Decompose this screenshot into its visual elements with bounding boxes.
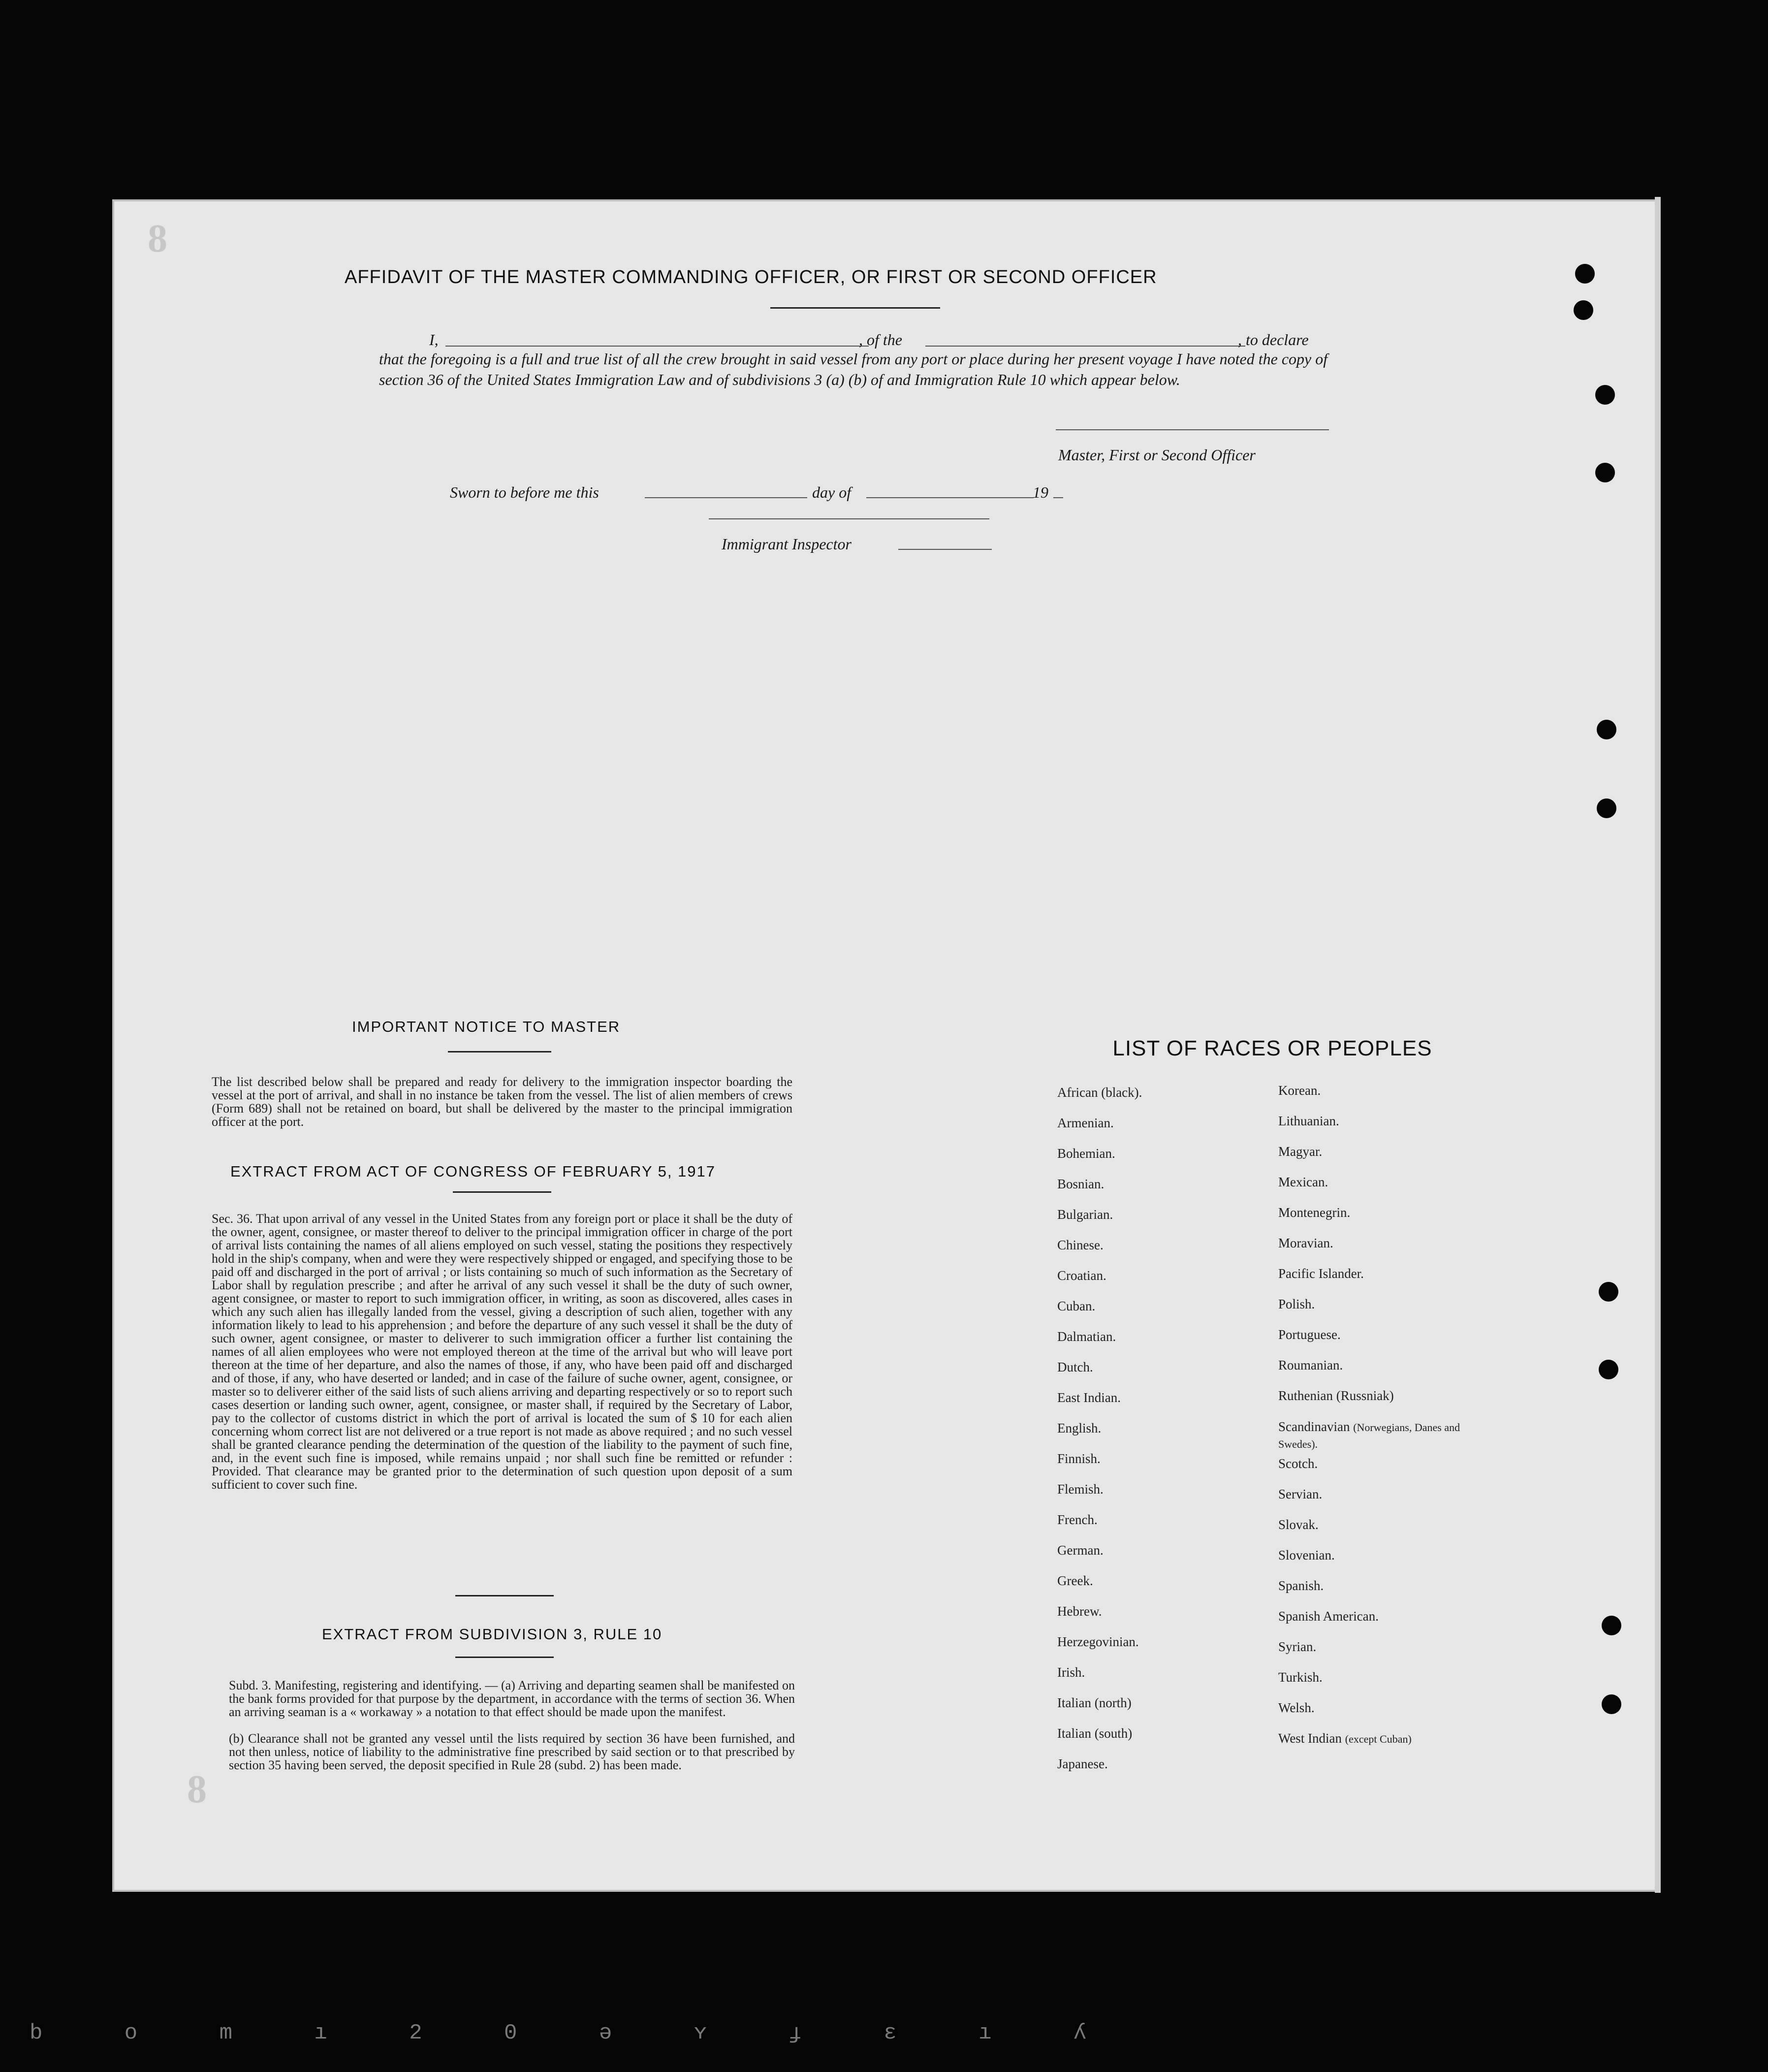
- act-heading: EXTRACT FROM ACT OF CONGRESS OF FEBRUARY 5, 1917: [230, 1163, 716, 1180]
- binder-hole: [1597, 720, 1616, 739]
- race-item: Dutch.: [1057, 1360, 1093, 1374]
- race-item: Hebrew.: [1057, 1604, 1102, 1619]
- race-item: Syrian.: [1278, 1639, 1317, 1654]
- signature-line[interactable]: [1056, 429, 1329, 430]
- binder-hole: [1575, 264, 1595, 284]
- race-item: Roumanian.: [1278, 1358, 1343, 1372]
- binder-hole: [1595, 385, 1615, 405]
- race-item: Spanish.: [1278, 1578, 1324, 1593]
- i-label: I,: [429, 331, 439, 349]
- page-edge: [1655, 197, 1661, 1893]
- race-item: Korean.: [1278, 1083, 1321, 1098]
- race-item: Armenian.: [1057, 1116, 1114, 1130]
- sworn-month-line[interactable]: [866, 497, 1034, 498]
- ghost-mark-bottom: 8: [187, 1768, 207, 1811]
- race-item: Dalmatian.: [1057, 1329, 1116, 1344]
- rule-text-b: (b) Clearance shall not be granted any vessel until the lists required by section 36 have been furnished, and not then unless, notice of liability to the administrative fine prescribed by said section or to that prescribed by section 35 having been served, the deposit specified in Rule 28 (subd. 2) has been made.: [229, 1731, 795, 1772]
- notice-heading: IMPORTANT NOTICE TO MASTER: [352, 1018, 621, 1035]
- notice-text: The list described below shall be prepared and ready for delivery to the immigration inspector boarding the vessel at the port of arrival, and shall in no instance be taken from the vessel. The list of alien members of crews (Form 689) shall not be retained on board, but shall be delivered by the master to the principal immigration officer at the port.: [212, 1075, 792, 1129]
- year-line[interactable]: [1053, 497, 1063, 498]
- of-the-label: , of the: [859, 331, 902, 349]
- act-underline: [453, 1191, 551, 1193]
- rule-underline: [455, 1657, 554, 1658]
- act-text: Sec. 36. That upon arrival of any vessel in the United States from any foreign port or place it shall be the duty of the owner, agent, consignee, or master thereof to deliver to the principal immigration officer in charge of the port of arrival lists containing the names of all aliens employed on such vessel, stating the positions they respectively hold in the ship's company, when and were they were respectively shipped or engaged, and specifying those to be paid off and discharged in the port of arrival ; or lists containing so much of such information as the Secretary of Labor shall by regulation prescribe ; and after he arrival of any such vessel it shall be the duty of such owner, agent consignee, or master to report to such immigration officer, in writing, as soon as discovered, alles cases in which any such alien has illegally landed from the vessel, giving a description of such alien, together with any information likely to lead to his apprehension ; and before the departure of any such vessel it shall be the duty of such owner, agent consignee, or master to deliverer to such immigration officer a further list containing the names of all alien employees who were not employed thereon at the time of the arrival but who will leave port thereon at the time of her departure, and also the names of those, if any, who have been paid off and discharged and of those, if any, who have deserted or landed; and in case of the failure of suche owner, agent, consignee, or master so to deliverer either of the said lists of such aliens arriving and departing respectively or so to report such cases desertion or landing such owner, agent, consignee, or master shall, if required by the Secretary of Labor, pay to the collector of customs district in which the port of arrival is located the sum of $ 10 for each alien concerning whom correct list are not delivered or a true report is not made as above required ; and no such vessel shall be granted clearance pending the determination of the question of the liability to the payment of such fine, and, in the event such fine is imposed, while remains unpaid ; nor shall such fine be remitted or refunder : Provided. That clearance may be granted prior to the determination of such question upon deposit of a sum sufficient to cover such fine.: [212, 1211, 792, 1492]
- race-item: French.: [1057, 1512, 1098, 1527]
- race-item: Chinese.: [1057, 1238, 1104, 1252]
- title-underline: [770, 307, 940, 309]
- race-item: Portuguese.: [1278, 1327, 1341, 1342]
- inspector-label: Immigrant Inspector: [722, 535, 852, 553]
- race-item: Italian (north): [1057, 1695, 1132, 1710]
- rule-divider: [455, 1595, 554, 1596]
- ghost-mark-top: 8: [148, 217, 167, 260]
- races-left-column: [1057, 1085, 1142, 1787]
- rule-heading: EXTRACT FROM SUBDIVISION 3, RULE 10: [322, 1626, 663, 1643]
- race-label: West Indian: [1278, 1731, 1345, 1746]
- race-item: English.: [1057, 1421, 1102, 1435]
- race-item: Japanese.: [1057, 1756, 1108, 1771]
- binder-hole: [1599, 1360, 1618, 1379]
- inspector-name-line[interactable]: [898, 549, 992, 550]
- vessel-field-line[interactable]: [925, 346, 1245, 347]
- binder-hole: [1602, 1694, 1621, 1714]
- races-right-column: [1278, 1083, 1465, 1761]
- race-item: Finnish.: [1057, 1451, 1101, 1466]
- binder-hole: [1574, 300, 1593, 320]
- race-item: Ruthenian (Russniak): [1278, 1388, 1394, 1403]
- race-item: Moravian.: [1278, 1236, 1333, 1250]
- race-item: Italian (south): [1057, 1726, 1133, 1741]
- sworn-label: Sworn to before me this: [450, 483, 599, 501]
- affidavit-body: that the foregoing is a full and true list of all the crew brought in said vessel from any port or place during her present voyage I have noted the copy of section 36 of the United States Immigration Law and of subdivisions 3 (a) (b) of and Immigration Rule 10 which appear below.: [379, 350, 1328, 388]
- binder-hole: [1599, 1282, 1618, 1302]
- race-note: (Norwegians, Danes and Swedes).: [1278, 1421, 1460, 1450]
- inspector-signature-line[interactable]: [709, 518, 989, 519]
- race-item: Lithuanian.: [1278, 1114, 1339, 1128]
- race-item: German.: [1057, 1543, 1104, 1558]
- signature-label: Master, First or Second Officer: [1058, 446, 1256, 464]
- rule-text-a: Subd. 3. Manifesting, registering and identifying. — (a) Arriving and departing seamen shall be manifested on the bank forms provided for that purpose by the department, in accordance with the terms of section 36. When an arriving seaman is a « workaway » a notation to that effect should be made upon the manifest.: [229, 1678, 795, 1719]
- race-item: Welsh.: [1278, 1700, 1315, 1715]
- race-item: Bulgarian.: [1057, 1207, 1113, 1222]
- day-of-label: day of: [812, 483, 852, 501]
- race-item: Scotch.: [1278, 1456, 1318, 1471]
- name-field-line[interactable]: [445, 346, 869, 347]
- binder-hole: [1602, 1616, 1621, 1635]
- race-item: Spanish American.: [1278, 1609, 1379, 1624]
- race-item: Slovak.: [1278, 1517, 1319, 1532]
- race-item: Bosnian.: [1057, 1177, 1105, 1191]
- race-item: Servian.: [1278, 1487, 1323, 1501]
- race-label: Scandinavian: [1278, 1419, 1354, 1434]
- race-item: Croatian.: [1057, 1268, 1106, 1283]
- race-note: (except Cuban): [1345, 1733, 1412, 1745]
- race-item: Irish.: [1057, 1665, 1085, 1680]
- race-item: Turkish.: [1278, 1670, 1323, 1685]
- affidavit-title: AFFIDAVIT OF THE MASTER COMMANDING OFFICER, OR FIRST OR SECOND OFFICER: [345, 267, 1157, 287]
- notice-underline: [448, 1051, 551, 1052]
- film-strip-edge-text: b o m ı 2 0 ə ʏ ɟ ɛ ı ʎ: [30, 2021, 1121, 2045]
- sworn-day-line[interactable]: [645, 497, 807, 498]
- race-item: Montenegrin.: [1278, 1205, 1351, 1220]
- race-item: Polish.: [1278, 1297, 1315, 1311]
- race-item: East Indian.: [1057, 1390, 1121, 1405]
- race-item: Slovenian.: [1278, 1548, 1335, 1562]
- race-item: Magyar.: [1278, 1144, 1323, 1159]
- race-item: Flemish.: [1057, 1482, 1104, 1497]
- to-declare-label: , to declare: [1238, 331, 1309, 349]
- year-prefix: 19: [1033, 483, 1048, 501]
- race-item: Greek.: [1057, 1573, 1093, 1588]
- race-item: Herzegovinian.: [1057, 1634, 1139, 1649]
- race-item: African (black).: [1057, 1085, 1142, 1100]
- binder-hole: [1597, 798, 1616, 818]
- race-item-scandinavian: [1278, 1419, 1465, 1456]
- races-title: LIST OF RACES OR PEOPLES: [1112, 1036, 1432, 1060]
- race-item-west-indian: [1278, 1731, 1465, 1761]
- race-item: Mexican.: [1278, 1175, 1328, 1189]
- race-item: Pacific Islander.: [1278, 1266, 1364, 1281]
- race-item: Cuban.: [1057, 1299, 1096, 1313]
- race-item: Bohemian.: [1057, 1146, 1115, 1161]
- binder-hole: [1595, 463, 1615, 482]
